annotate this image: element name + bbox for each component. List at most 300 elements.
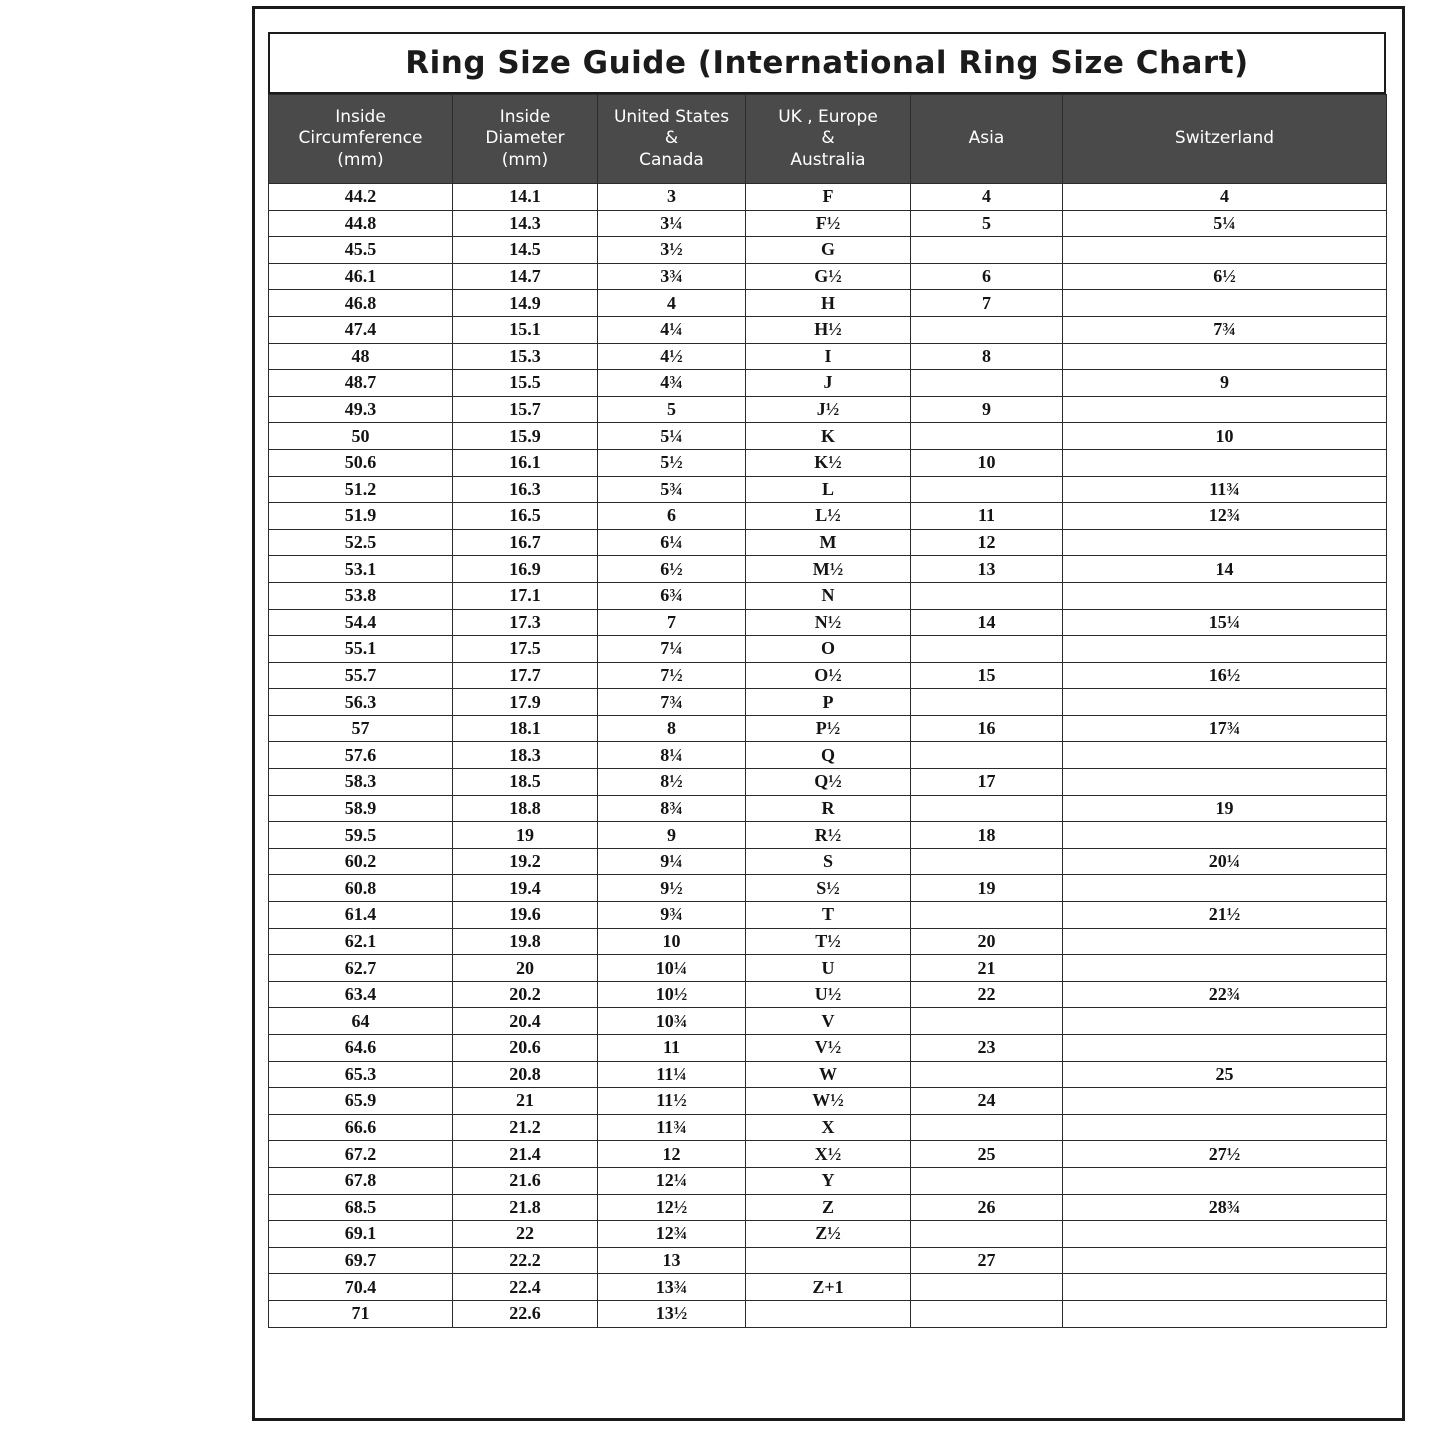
table-cell: 11: [598, 1035, 746, 1062]
table-row: [269, 503, 1387, 530]
table-cell: X½: [746, 1141, 911, 1168]
table-cell: 67.2: [269, 1141, 453, 1168]
page-border-right: [1402, 6, 1405, 1421]
table-row: [269, 263, 1387, 290]
table-cell: [1063, 449, 1387, 476]
table-cell: M: [746, 529, 911, 556]
table-cell: 16.3: [453, 476, 598, 503]
table-cell: 10¼: [598, 955, 746, 982]
table-cell: 14.9: [453, 290, 598, 317]
table-cell: V: [746, 1008, 911, 1035]
table-cell: G½: [746, 263, 911, 290]
table-cell: [1063, 689, 1387, 716]
table-cell: 20.4: [453, 1008, 598, 1035]
table-cell: 22.4: [453, 1274, 598, 1301]
table-row: [269, 1008, 1387, 1035]
table-row: [269, 1194, 1387, 1221]
table-cell: 53.1: [269, 556, 453, 583]
table-row: [269, 184, 1387, 211]
table-cell: U½: [746, 981, 911, 1008]
table-cell: [1063, 1035, 1387, 1062]
table-cell: 12¾: [598, 1221, 746, 1248]
table-cell: 15.5: [453, 370, 598, 397]
table-row: [269, 582, 1387, 609]
table-cell: 21.4: [453, 1141, 598, 1168]
table-cell: [1063, 822, 1387, 849]
table-cell: 6: [598, 503, 746, 530]
table-cell: N: [746, 582, 911, 609]
table-cell: [911, 1300, 1063, 1327]
table-cell: 5¼: [598, 423, 746, 450]
table-cell: 11: [911, 503, 1063, 530]
table-cell: 22.2: [453, 1247, 598, 1274]
table-cell: 18.8: [453, 795, 598, 822]
table-cell: 27: [911, 1247, 1063, 1274]
table-cell: 4: [1063, 184, 1387, 211]
table-cell: 57: [269, 715, 453, 742]
table-cell: J½: [746, 396, 911, 423]
table-cell: [911, 423, 1063, 450]
table-cell: 13: [911, 556, 1063, 583]
table-cell: 8: [598, 715, 746, 742]
table-row: [269, 210, 1387, 237]
table-cell: 8½: [598, 769, 746, 796]
table-cell: 8: [911, 343, 1063, 370]
table-cell: 19: [453, 822, 598, 849]
table-cell: R: [746, 795, 911, 822]
table-row: [269, 237, 1387, 264]
table-cell: 17.9: [453, 689, 598, 716]
table-cell: [911, 689, 1063, 716]
table-cell: 8¾: [598, 795, 746, 822]
table-cell: N½: [746, 609, 911, 636]
table-cell: 51.9: [269, 503, 453, 530]
table-cell: 6¾: [598, 582, 746, 609]
table-cell: I: [746, 343, 911, 370]
table-cell: Q½: [746, 769, 911, 796]
table-cell: 15: [911, 662, 1063, 689]
table-cell: 9: [911, 396, 1063, 423]
column-header-switzerland: Switzerland: [1063, 95, 1387, 184]
table-cell: 62.7: [269, 955, 453, 982]
table-cell: 47.4: [269, 316, 453, 343]
table-row: [269, 795, 1387, 822]
column-header-us-canada: United States & Canada: [598, 95, 746, 184]
table-cell: [911, 582, 1063, 609]
table-cell: 15.7: [453, 396, 598, 423]
table-cell: 12½: [598, 1194, 746, 1221]
table-row: [269, 875, 1387, 902]
table-cell: 58.9: [269, 795, 453, 822]
table-cell: 11¼: [598, 1061, 746, 1088]
table-cell: 21.6: [453, 1167, 598, 1194]
table-cell: 16.7: [453, 529, 598, 556]
table-cell: 6½: [598, 556, 746, 583]
table-body: [269, 184, 1387, 1328]
table-cell: 7½: [598, 662, 746, 689]
table-cell: 44.2: [269, 184, 453, 211]
table-cell: K½: [746, 449, 911, 476]
table-cell: 68.5: [269, 1194, 453, 1221]
table-cell: 3¼: [598, 210, 746, 237]
table-cell: [1063, 343, 1387, 370]
table-cell: 7¾: [1063, 316, 1387, 343]
table-cell: 63.4: [269, 981, 453, 1008]
table-cell: 17¾: [1063, 715, 1387, 742]
page-border-left: [252, 6, 255, 1421]
table-cell: 16: [911, 715, 1063, 742]
table-cell: [911, 902, 1063, 929]
table-cell: 69.1: [269, 1221, 453, 1248]
table-row: [269, 981, 1387, 1008]
table-cell: [1063, 1274, 1387, 1301]
table-row: [269, 1088, 1387, 1115]
table-cell: 6¼: [598, 529, 746, 556]
table-cell: 3¾: [598, 263, 746, 290]
table-cell: G: [746, 237, 911, 264]
table-row: [269, 928, 1387, 955]
table-cell: 12¾: [1063, 503, 1387, 530]
table-cell: T: [746, 902, 911, 929]
table-cell: H½: [746, 316, 911, 343]
table-cell: 59.5: [269, 822, 453, 849]
table-cell: 20: [453, 955, 598, 982]
table-cell: 48.7: [269, 370, 453, 397]
table-cell: 65.3: [269, 1061, 453, 1088]
column-header-uk-europe-australia: UK , Europe & Australia: [746, 95, 911, 184]
table-cell: [746, 1247, 911, 1274]
ring-size-guide: [268, 32, 1386, 1328]
table-cell: F½: [746, 210, 911, 237]
table-cell: L½: [746, 503, 911, 530]
table-cell: 24: [911, 1088, 1063, 1115]
table-cell: 4: [598, 290, 746, 317]
table-cell: 64.6: [269, 1035, 453, 1062]
table-row: [269, 1167, 1387, 1194]
table-cell: 9¼: [598, 848, 746, 875]
table-cell: [1063, 955, 1387, 982]
table-cell: 11¾: [1063, 476, 1387, 503]
table-cell: 71: [269, 1300, 453, 1327]
table-row: [269, 1035, 1387, 1062]
table-row: [269, 1141, 1387, 1168]
table-cell: Z: [746, 1194, 911, 1221]
table-cell: 7: [598, 609, 746, 636]
table-cell: 15.9: [453, 423, 598, 450]
table-cell: [911, 1167, 1063, 1194]
table-cell: 22.6: [453, 1300, 598, 1327]
table-cell: 14.1: [453, 184, 598, 211]
table-cell: [1063, 1088, 1387, 1115]
table-cell: 13¾: [598, 1274, 746, 1301]
table-cell: [911, 370, 1063, 397]
table-cell: 15.1: [453, 316, 598, 343]
table-cell: 19: [911, 875, 1063, 902]
table-cell: [1063, 1008, 1387, 1035]
table-cell: 69.7: [269, 1247, 453, 1274]
table-row: [269, 848, 1387, 875]
table-cell: 17.1: [453, 582, 598, 609]
table-cell: 25: [911, 1141, 1063, 1168]
table-row: [269, 1247, 1387, 1274]
table-cell: 5¾: [598, 476, 746, 503]
table-cell: 14.7: [453, 263, 598, 290]
table-cell: 4: [911, 184, 1063, 211]
table-cell: [1063, 875, 1387, 902]
table-cell: 20¼: [1063, 848, 1387, 875]
table-cell: [911, 742, 1063, 769]
table-cell: 27½: [1063, 1141, 1387, 1168]
table-cell: 12¼: [598, 1167, 746, 1194]
table-cell: 3: [598, 184, 746, 211]
table-cell: 60.8: [269, 875, 453, 902]
table-cell: 10: [1063, 423, 1387, 450]
table-cell: 5: [598, 396, 746, 423]
table-row: [269, 556, 1387, 583]
table-row: [269, 529, 1387, 556]
table-row: [269, 290, 1387, 317]
table-cell: 65.9: [269, 1088, 453, 1115]
table-cell: 22¾: [1063, 981, 1387, 1008]
table-cell: [911, 1008, 1063, 1035]
table-cell: 10¾: [598, 1008, 746, 1035]
column-header-asia: Asia: [911, 95, 1063, 184]
table-cell: [1063, 1247, 1387, 1274]
table-row: [269, 1114, 1387, 1141]
table-cell: 14.3: [453, 210, 598, 237]
table-cell: 44.8: [269, 210, 453, 237]
table-cell: [911, 1061, 1063, 1088]
table-cell: 53.8: [269, 582, 453, 609]
table-cell: 4½: [598, 343, 746, 370]
table-cell: 56.3: [269, 689, 453, 716]
table-cell: 21.8: [453, 1194, 598, 1221]
table-cell: V½: [746, 1035, 911, 1062]
table-row: [269, 343, 1387, 370]
table-cell: 61.4: [269, 902, 453, 929]
table-cell: [1063, 742, 1387, 769]
table-cell: 13½: [598, 1300, 746, 1327]
page-border-top: [252, 6, 1404, 9]
table-cell: 16½: [1063, 662, 1387, 689]
table-cell: 9¾: [598, 902, 746, 929]
table-cell: 50: [269, 423, 453, 450]
table-cell: [746, 1300, 911, 1327]
table-cell: 14.5: [453, 237, 598, 264]
page-border-bottom: [252, 1418, 1404, 1421]
table-cell: 18.3: [453, 742, 598, 769]
table-cell: 5½: [598, 449, 746, 476]
table-cell: 58.3: [269, 769, 453, 796]
title-bar: [268, 32, 1386, 94]
table-row: [269, 316, 1387, 343]
table-cell: J: [746, 370, 911, 397]
table-cell: 14: [1063, 556, 1387, 583]
table-row: [269, 689, 1387, 716]
table-cell: 8¼: [598, 742, 746, 769]
table-cell: 16.5: [453, 503, 598, 530]
table-cell: K: [746, 423, 911, 450]
table-cell: 51.2: [269, 476, 453, 503]
table-row: [269, 822, 1387, 849]
table-cell: O: [746, 636, 911, 663]
table-cell: 52.5: [269, 529, 453, 556]
table-row: [269, 769, 1387, 796]
table-cell: 9: [1063, 370, 1387, 397]
table-row: [269, 1274, 1387, 1301]
page-title: Ring Size Guide (International Ring Size Chart): [405, 45, 1249, 81]
table-cell: 20.2: [453, 981, 598, 1008]
table-cell: R½: [746, 822, 911, 849]
table-cell: [911, 1114, 1063, 1141]
table-cell: Z½: [746, 1221, 911, 1248]
table-cell: W½: [746, 1088, 911, 1115]
table-cell: 17: [911, 769, 1063, 796]
table-cell: 6½: [1063, 263, 1387, 290]
table-cell: 9: [598, 822, 746, 849]
table-cell: Z+1: [746, 1274, 911, 1301]
table-cell: H: [746, 290, 911, 317]
header-row: [269, 95, 1387, 184]
table-cell: 28¾: [1063, 1194, 1387, 1221]
table-cell: [1063, 1221, 1387, 1248]
table-cell: 10: [911, 449, 1063, 476]
table-row: [269, 370, 1387, 397]
table-cell: 4¼: [598, 316, 746, 343]
table-row: [269, 955, 1387, 982]
table-cell: 17.5: [453, 636, 598, 663]
table-cell: 4¾: [598, 370, 746, 397]
table-cell: 66.6: [269, 1114, 453, 1141]
table-cell: P½: [746, 715, 911, 742]
ring-size-table: [268, 94, 1387, 1328]
table-row: [269, 636, 1387, 663]
table-cell: 45.5: [269, 237, 453, 264]
table-row: [269, 449, 1387, 476]
table-cell: 5: [911, 210, 1063, 237]
table-cell: 11½: [598, 1088, 746, 1115]
table-cell: 10: [598, 928, 746, 955]
table-row: [269, 609, 1387, 636]
table-cell: 18.5: [453, 769, 598, 796]
column-header-inside-circumference: Inside Circumference (mm): [269, 95, 453, 184]
table-cell: 46.1: [269, 263, 453, 290]
table-cell: [911, 1221, 1063, 1248]
table-row: [269, 396, 1387, 423]
table-cell: 48: [269, 343, 453, 370]
table-row: [269, 715, 1387, 742]
table-cell: M½: [746, 556, 911, 583]
table-row: [269, 1300, 1387, 1327]
table-cell: 21½: [1063, 902, 1387, 929]
table-cell: Y: [746, 1167, 911, 1194]
table-cell: L: [746, 476, 911, 503]
table-cell: 9½: [598, 875, 746, 902]
table-cell: W: [746, 1061, 911, 1088]
table-header: [269, 95, 1387, 184]
table-cell: P: [746, 689, 911, 716]
table-cell: S½: [746, 875, 911, 902]
table-cell: 14: [911, 609, 1063, 636]
table-cell: [1063, 1167, 1387, 1194]
table-cell: 21: [453, 1088, 598, 1115]
table-cell: 13: [598, 1247, 746, 1274]
table-cell: 70.4: [269, 1274, 453, 1301]
table-cell: [1063, 237, 1387, 264]
table-cell: 19: [1063, 795, 1387, 822]
table-cell: 55.7: [269, 662, 453, 689]
table-cell: 7¼: [598, 636, 746, 663]
table-cell: 22: [911, 981, 1063, 1008]
table-cell: 46.8: [269, 290, 453, 317]
table-cell: 18: [911, 822, 1063, 849]
table-cell: 15¼: [1063, 609, 1387, 636]
table-cell: 22: [453, 1221, 598, 1248]
table-cell: 49.3: [269, 396, 453, 423]
table-cell: X: [746, 1114, 911, 1141]
table-cell: [911, 476, 1063, 503]
table-cell: 50.6: [269, 449, 453, 476]
table-cell: 54.4: [269, 609, 453, 636]
table-cell: [1063, 396, 1387, 423]
table-cell: 19.2: [453, 848, 598, 875]
table-cell: 57.6: [269, 742, 453, 769]
table-cell: 20.6: [453, 1035, 598, 1062]
table-cell: 6: [911, 263, 1063, 290]
table-cell: 23: [911, 1035, 1063, 1062]
table-cell: 16.1: [453, 449, 598, 476]
table-cell: 15.3: [453, 343, 598, 370]
table-row: [269, 742, 1387, 769]
table-cell: 16.9: [453, 556, 598, 583]
table-cell: 12: [911, 529, 1063, 556]
table-cell: 11¾: [598, 1114, 746, 1141]
table-cell: [911, 848, 1063, 875]
table-cell: 19.6: [453, 902, 598, 929]
table-cell: [1063, 290, 1387, 317]
table-cell: 20.8: [453, 1061, 598, 1088]
table-row: [269, 662, 1387, 689]
table-cell: 18.1: [453, 715, 598, 742]
table-cell: 21.2: [453, 1114, 598, 1141]
table-cell: 7¾: [598, 689, 746, 716]
table-cell: 10½: [598, 981, 746, 1008]
table-cell: 17.7: [453, 662, 598, 689]
table-cell: Q: [746, 742, 911, 769]
table-cell: S: [746, 848, 911, 875]
table-cell: [911, 795, 1063, 822]
table-cell: [1063, 1114, 1387, 1141]
table-cell: 19.4: [453, 875, 598, 902]
table-row: [269, 423, 1387, 450]
table-cell: 19.8: [453, 928, 598, 955]
table-cell: [1063, 582, 1387, 609]
table-cell: [1063, 636, 1387, 663]
table-cell: [1063, 769, 1387, 796]
table-cell: 26: [911, 1194, 1063, 1221]
table-cell: 64: [269, 1008, 453, 1035]
table-cell: [911, 316, 1063, 343]
column-header-inside-diameter: Inside Diameter (mm): [453, 95, 598, 184]
table-row: [269, 1061, 1387, 1088]
table-row: [269, 902, 1387, 929]
table-cell: [911, 237, 1063, 264]
table-cell: [1063, 1300, 1387, 1327]
table-cell: T½: [746, 928, 911, 955]
table-cell: 17.3: [453, 609, 598, 636]
table-row: [269, 1221, 1387, 1248]
table-cell: 3½: [598, 237, 746, 264]
